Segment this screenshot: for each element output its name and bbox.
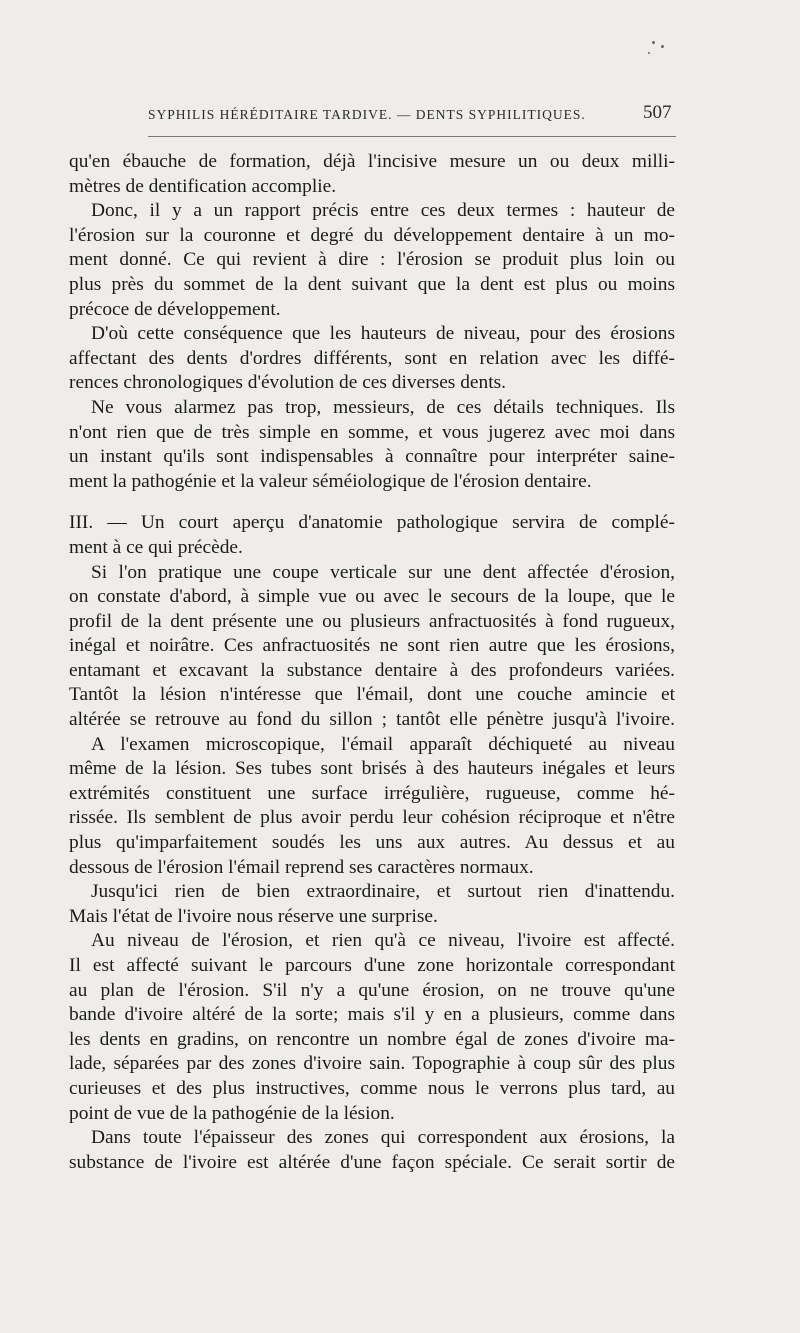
text-line: Ne vous alarmez pas trop, messieurs, de ces détails techniques. Ils [91, 396, 675, 418]
text-line: rissée. Ils semblent de plus avoir perdu leur cohésion réciproque et n'être [69, 807, 675, 829]
text-line: ment donné. Ce qui revient à dire : l'érosion se produit plus loin ou [69, 249, 675, 271]
text-line: point de vue de la pathogénie de la lésion. [69, 1102, 395, 1124]
running-title: SYPHILIS HÉRÉDITAIRE TARDIVE. — DENTS SYPHILITIQUES. [148, 107, 586, 122]
text-line: ment la pathogénie et la valeur séméiologique de l'érosion dentaire. [69, 470, 592, 492]
section-heading-line: III. — Un court aperçu d'anatomie pathologique servira de complé- [69, 512, 675, 534]
text-line: précoce de développement. [69, 298, 281, 320]
text-line: l'érosion sur la couronne et degré du développement dentaire à un mo- [69, 224, 675, 246]
text-line: mètres de dentification accomplie. [69, 175, 337, 197]
text-line: dessous de l'érosion l'émail reprend ses caractères normaux. [69, 856, 534, 878]
text-line: Jusqu'ici rien de bien extraordinaire, et surtout rien d'inattendu. [91, 881, 675, 903]
ink-speck [648, 52, 650, 54]
text-line: A l'examen microscopique, l'émail apparaît déchiqueté au niveau [91, 733, 675, 755]
text-line: plus près du sommet de la dent suivant que la dent est plus ou moins [69, 273, 675, 295]
text-line: profil de la dent présente une ou plusieurs anfractuosités à fond rugueux, [69, 610, 675, 632]
text-line: rences chronologiques d'évolution de ces diverses dents. [69, 372, 506, 394]
text-line: D'où cette conséquence que les hauteurs de niveau, pour des érosions [91, 323, 675, 345]
text-line: plus qu'imparfaitement soudés les uns aux autres. Au dessus et au [69, 832, 675, 854]
text-line: les dents en gradins, on rencontre un nombre égal de zones d'ivoire ma- [69, 1028, 675, 1050]
header-rule [148, 136, 676, 137]
text-line: Au niveau de l'érosion, et rien qu'à ce niveau, l'ivoire est affecté. [91, 930, 675, 952]
text-line: Donc, il y a un rapport précis entre ces deux termes : hauteur de [91, 200, 675, 222]
ink-speck [652, 41, 655, 44]
text-line: on constate d'abord, à simple vue ou avec le secours de la loupe, que le [69, 586, 675, 608]
text-line: lade, séparées par des zones d'ivoire sain. Topographie à coup sûr des plus [69, 1053, 675, 1075]
text-line: Tantôt la lésion n'intéresse que l'émail, dont une couche amincie et [69, 684, 675, 706]
text-line: qu'en ébauche de formation, déjà l'incisive mesure un ou deux milli- [69, 151, 675, 172]
text-line: inégal et noirâtre. Ces anfractuosités ne sont rien autre que les érosions, [69, 635, 675, 657]
text-line: substance de l'ivoire est altérée d'une façon spéciale. Ce serait sortir de [69, 1151, 675, 1173]
text-line: curieuses et des plus instructives, comme nous le verrons plus tard, au [69, 1077, 675, 1099]
ink-speck [661, 45, 664, 48]
text-line: Il est affecté suivant le parcours d'une zone horizontale correspondant [69, 955, 675, 976]
page-number: 507 [643, 102, 672, 123]
text-line: même de la lésion. Ses tubes sont brisés à des hauteurs inégales et leurs [69, 758, 675, 780]
text-line: affectant des dents d'ordres différents, sont en relation avec les diffé- [69, 347, 675, 369]
text-line: Si l'on pratique une coupe verticale sur une dent affectée d'érosion, [91, 561, 675, 583]
text-line: extrémités constituent une surface irrégulière, rugueuse, comme hé- [69, 782, 675, 804]
text-line: n'ont rien que de très simple en somme, et vous jugerez avec moi dans [69, 421, 675, 443]
text-line: bande d'ivoire altéré de la sorte; mais s'il y en a plusieurs, comme dans [69, 1004, 675, 1026]
body-text [69, 150, 675, 1175]
text-line: Mais l'état de l'ivoire nous réserve une surprise. [69, 905, 438, 927]
text-line: Dans toute l'épaisseur des zones qui correspondent aux érosions, la [91, 1127, 675, 1149]
text-line: ment à ce qui précède. [69, 536, 243, 558]
text-line: altérée se retrouve au fond du sillon ; tantôt elle pénètre jusqu'à l'ivoire. [69, 709, 675, 731]
text-line: au plan de l'érosion. S'il n'y a qu'une érosion, on ne trouve qu'une [69, 979, 675, 1001]
text-line: un instant qu'ils sont indispensables à connaître pour interpréter saine- [69, 446, 675, 468]
text-line: entamant et excavant la substance dentaire à des profondeurs variées. [69, 659, 675, 681]
